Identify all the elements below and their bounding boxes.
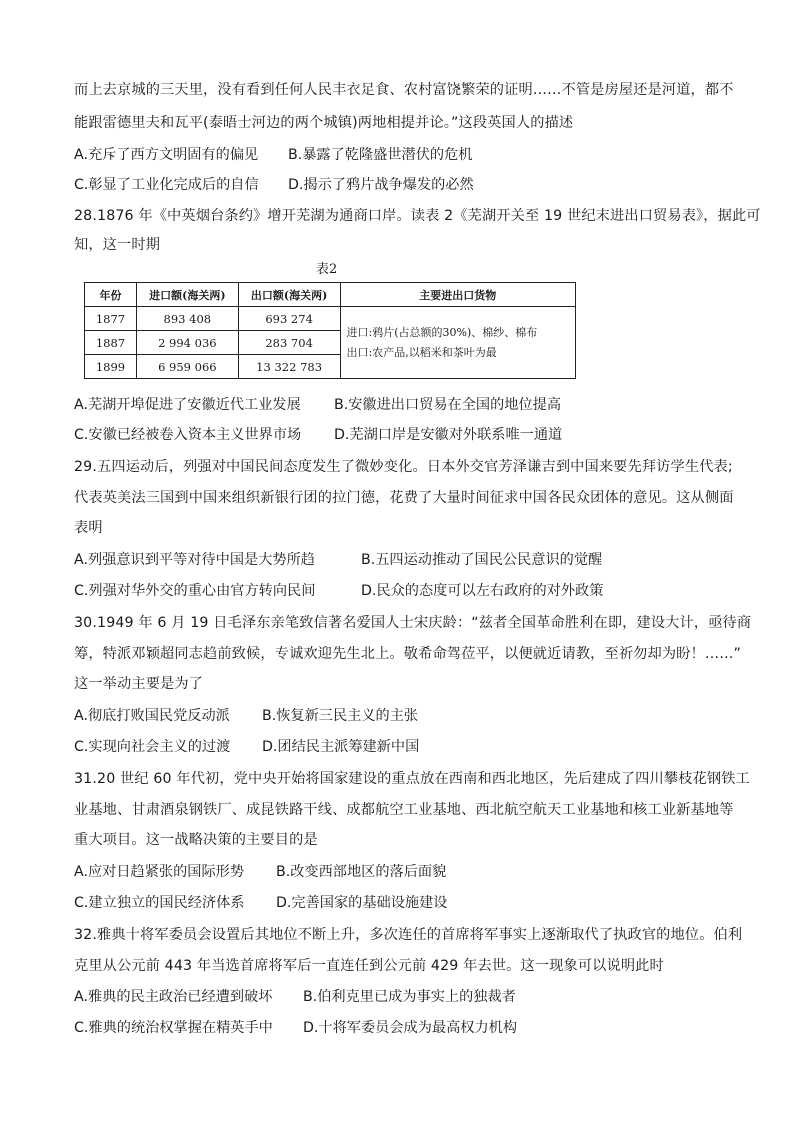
q27-option-c[interactable]: C.彰显了工业化完成后的自信 (74, 177, 259, 193)
q31-text-line: 重大项目。这一战略决策的主要目的是 (74, 832, 318, 848)
q27-text-line: 能跟雷德里夫和瓦平(泰晤士河边的两个城镇)两地相提并论。”这段英国人的描述 (74, 115, 574, 131)
q28-option-c[interactable]: C.安徽已经被卷入资本主义世界市场 (74, 427, 302, 443)
cell-import: 6 959 066 (136, 355, 238, 379)
q30-option-a[interactable]: A.彻底打败国民党反动派 (74, 708, 230, 724)
cell-export: 283 704 (238, 331, 340, 355)
q28-option-d[interactable]: D.芜湖口岸是安徽对外联系唯一通道 (334, 427, 563, 443)
q31-text-line: 31.20 世纪 60 年代初，党中央开始将国家建设的重点放在西南和西北地区，先后建成了四川攀枝花钢铁工 (74, 771, 750, 787)
q30-text-line: 筹，特派邓颖超同志趋前致候，专诚欢迎先生北上。敬希命驾莅平，以便就近请教，至祈勿却为盼！……” (74, 646, 742, 662)
q28-option-a[interactable]: A.芜湖开埠促进了安徽近代工业发展 (74, 397, 301, 413)
goods-import-line: 进口:鸦片(占总额的30%)、棉纱、棉布 (346, 325, 538, 339)
q32-option-d[interactable]: D.十将军委员会成为最高权力机构 (303, 1020, 518, 1036)
cell-year: 1887 (85, 331, 137, 355)
cell-import: 2 994 036 (136, 331, 238, 355)
header-export: 出口额(海关两) (238, 283, 340, 307)
q27-option-d[interactable]: D.揭示了鸦片战争爆发的必然 (288, 177, 474, 193)
q30-option-d[interactable]: D.团结民主派筹建新中国 (262, 739, 420, 755)
table-caption: 表2 (316, 262, 338, 277)
q30-option-b[interactable]: B.恢复新三民主义的主张 (262, 708, 419, 724)
trade-table (84, 282, 576, 379)
cell-year: 1877 (85, 307, 137, 331)
q32-option-b[interactable]: B.伯利克里已成为事实上的独裁者 (303, 989, 516, 1005)
q28-text-line: 知，这一时期 (74, 237, 161, 253)
table-row (85, 307, 576, 331)
q29-option-c[interactable]: C.列强对华外交的重心由官方转向民间 (74, 583, 316, 599)
q28-text-line: 28.1876 年《中英烟台条约》增开芜湖为通商口岸。读表 2《芜湖开关至 19 世纪末进出口贸易表》，据此可 (74, 208, 761, 224)
q31-option-a[interactable]: A.应对日趋紧张的国际形势 (74, 864, 245, 880)
header-import: 进口额(海关两) (136, 283, 238, 307)
q28-option-b[interactable]: B.安徽进出口贸易在全国的地位提高 (334, 397, 562, 413)
q32-text-line: 克里从公元前 443 年当选首席将军后一直连任到公元前 429 年去世。这一现象可以说明此时 (74, 958, 664, 974)
cell-goods (340, 307, 576, 379)
q29-option-b[interactable]: B.五四运动推动了国民公民意识的觉醒 (361, 552, 603, 568)
q27-text-line: 而上去京城的三天里，没有看到任何人民丰衣足食、农村富饶繁荣的证明……不管是房屋还是河道，都不 (74, 82, 734, 98)
q31-option-b[interactable]: B.改变西部地区的落后面貌 (276, 864, 447, 880)
q29-option-a[interactable]: A.列强意识到平等对待中国是大势所趋 (74, 552, 315, 568)
cell-year: 1899 (85, 355, 137, 379)
q30-option-c[interactable]: C.实现向社会主义的过渡 (74, 739, 231, 755)
cell-export: 13 322 783 (238, 355, 340, 379)
q31-option-d[interactable]: D.完善国家的基础设施建设 (276, 895, 448, 911)
q31-option-c[interactable]: C.建立独立的国民经济体系 (74, 895, 245, 911)
q32-option-c[interactable]: C.雅典的统治权掌握在精英手中 (74, 1020, 273, 1036)
q29-text-line: 代表英美法三国到中国来组织新银行团的拉门德，花费了大量时间征求中国各民众团体的意见。这从侧面 (74, 490, 734, 506)
cell-import: 893 408 (136, 307, 238, 331)
q32-text-line: 32.雅典十将军委员会设置后其地位不断上升，多次连任的首席将军事实上逐渐取代了执政官的地位。伯利 (74, 927, 743, 943)
q30-text-line: 这一举动主要是为了 (74, 676, 204, 692)
goods-export-line: 出口:农产品,以稻米和茶叶为最 (346, 345, 497, 359)
q27-option-b[interactable]: B.暴露了乾隆盛世潜伏的危机 (288, 147, 473, 163)
q31-text-line: 业基地、甘肃酒泉钢铁厂、成昆铁路干线、成都航空工业基地、西北航空航天工业基地和核工业新基地等 (74, 802, 734, 818)
header-year: 年份 (85, 283, 137, 307)
q29-text-line: 29.五四运动后，列强对中国民间态度发生了微妙变化。日本外交官芳泽谦吉到中国来要先拜访学生代表; (74, 459, 733, 475)
q32-option-a[interactable]: A.雅典的民主政治已经遭到破坏 (74, 989, 273, 1005)
q27-option-a[interactable]: A.充斥了西方文明固有的偏见 (74, 147, 259, 163)
q30-text-line: 30.1949 年 6 月 19 日毛泽东亲笔致信著名爱国人士宋庆龄：“兹者全国革命胜利在即，建设大计，亟待商 (74, 615, 752, 631)
table-header-row (85, 283, 576, 307)
q29-option-d[interactable]: D.民众的态度可以左右政府的对外政策 (361, 583, 604, 599)
header-goods: 主要进出口货物 (340, 283, 576, 307)
q29-text-line: 表明 (74, 520, 103, 536)
cell-export: 693 274 (238, 307, 340, 331)
